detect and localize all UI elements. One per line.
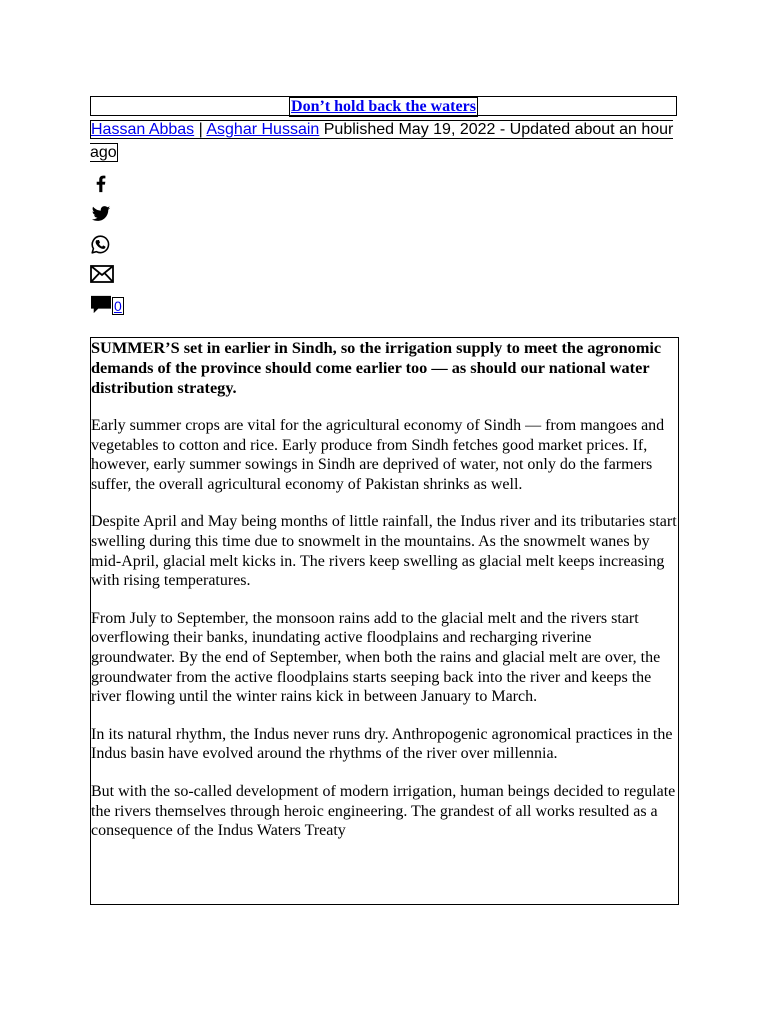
author-separator: | [194,121,207,138]
article-paragraph: From July to September, the monsoon rains add to the glacial melt and the rivers start overflowing their banks, inundating active floodplains and recharging riverine groundwater. By the end of September, when both the rains and glacial melt are over, the groundwater from the active floodplains starts seeping back into the river and keeps the river flowing until the winter rains kick in between January to March. [91,609,661,706]
article-paragraph: Despite April and May being months of little rainfall, the Indus river and its tributaries start swelling during this time due to snowmelt in the mountains. As the snowmelt wanes by mid-April, glacial melt kicks in. The rivers keep swelling as glacial melt keeps increasing with rising temperatures. [91,513,677,590]
facebook-icon [90,172,112,194]
comment-count-link[interactable]: 0 [114,298,122,314]
email-icon [90,265,114,283]
article-paragraph: But with the so-called development of modern irrigation, human beings decided to regulate the rivers themselves through heroic engineering. The grandest of all works resulted as a consequence of the Indus Waters Treaty [91,782,676,840]
byline [90,118,677,164]
article-paragraph: In its natural rhythm, the Indus never runs dry. Anthropogenic agronomical practices in the Indus basin have evolved around the rhythms of the river over millennia. [91,725,673,763]
author-link-2[interactable]: Asghar Hussain [206,121,320,138]
headline-link[interactable]: Don’t hold back the waters [291,98,476,115]
share-email[interactable] [90,263,114,285]
article-paragraph: Early summer crops are vital for the agricultural economy of Sindh — from mangoes and vegetables to cotton and rice. Early produce from Sindh fetches good market prices. If, however, early summer sowings in Sindh are deprived of water, not only do the farmers suffer, the overall agricultural economy of Pakistan shrinks as well. [91,417,665,493]
article-body [90,337,679,905]
article-lead: SUMMER’S set in earlier in Sindh, so the irrigation supply to meet the agronomic demands of the province should come earlier too — as should our national water distribution strategy. [91,338,662,397]
headline-container [90,96,677,116]
comment-icon [90,295,112,315]
share-facebook[interactable] [90,172,114,194]
share-twitter[interactable] [90,203,114,225]
share-whatsapp[interactable] [90,233,114,255]
author-link-1[interactable]: Hassan Abbas [91,121,195,138]
byline-box [90,120,673,162]
whatsapp-icon [90,234,111,255]
comments-button[interactable] [90,294,112,316]
published-date: Published May 19, 2022 - Updated about an hour ago [90,121,674,161]
twitter-icon [90,204,112,224]
